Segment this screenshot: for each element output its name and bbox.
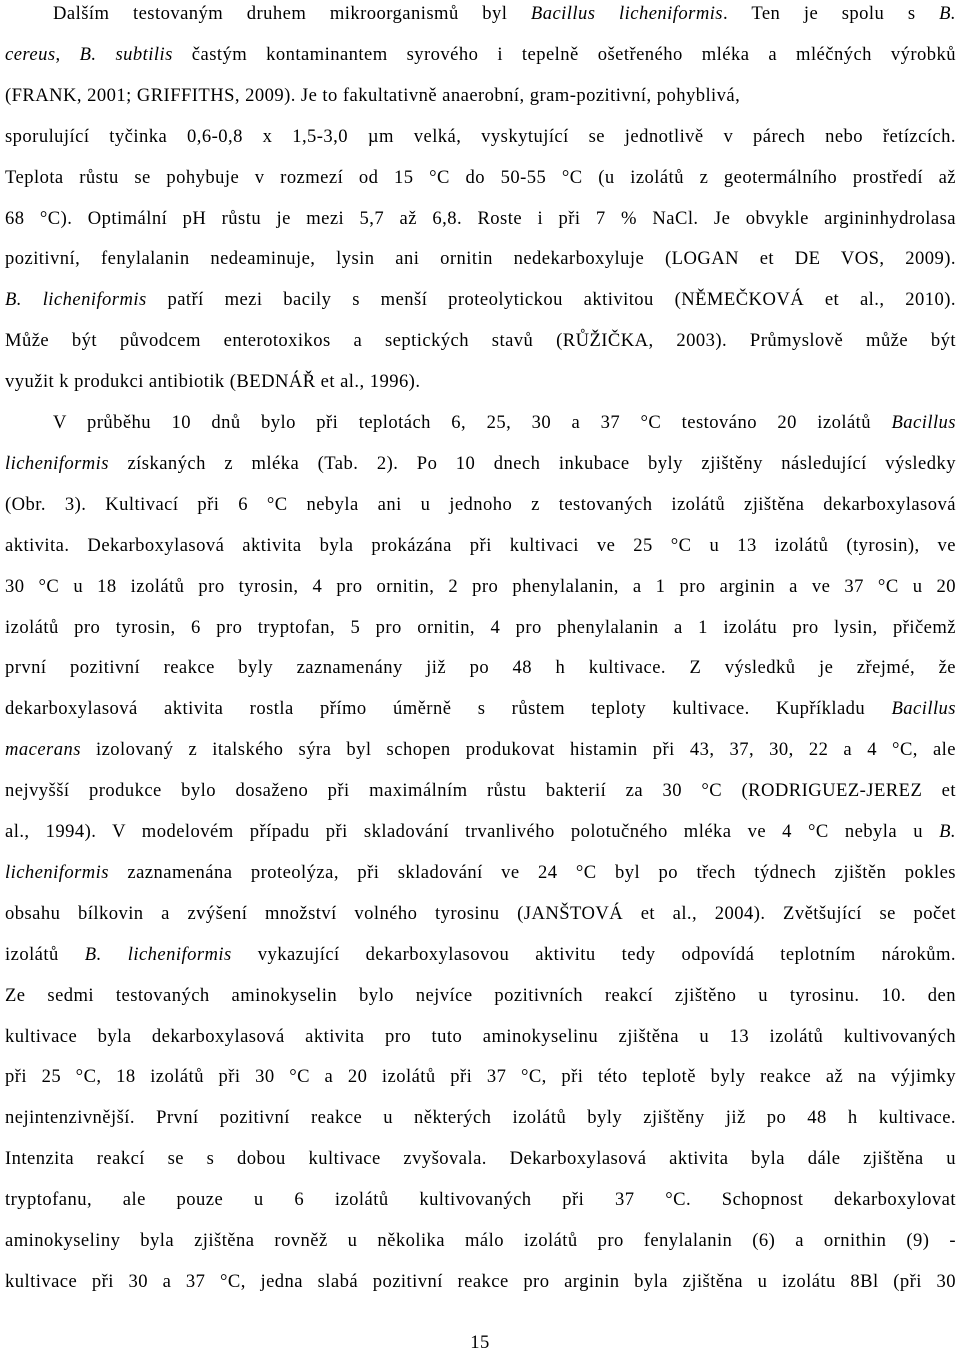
text-segment: tryptofanu, ale pouze u 6 izolátů kultivovaných při 37 °C. Schopnost dekarboxylovat <box>5 1189 956 1211</box>
text-segment: nejintenzivnější. První pozitivní reakce u některých izolátů byly zjištěny již po 48 h kultivace. <box>5 1107 956 1129</box>
text-line <box>5 860 956 886</box>
text-segment: Teplota růstu se pohybuje v rozmezí od 15 °C do 50-55 °C (u izolátů z geotermálního prostředí až <box>5 166 956 188</box>
italic-text: B. subtilis <box>79 43 173 65</box>
text-segment: al., 1994). V modelovém případu při skladování trvanlivého polotučného mléka ve 4 °C nebyla u <box>5 821 940 842</box>
text-line <box>5 1187 956 1213</box>
italic-text: licheniformis <box>5 861 109 883</box>
text-segment: Ze sedmi testovaných aminokyselin bylo nejvíce pozitivních reakcí zjištěno u tyrosinu. 10. den <box>5 984 956 1006</box>
text-segment: vykazující dekarboxylasovou aktivitu tedy odpovídá teplotním nárokům. <box>231 943 956 965</box>
text-line <box>5 124 956 150</box>
text-line <box>5 328 956 354</box>
text-segment: Může být původcem enterotoxikos a septických stavů (RŮŽIČKA, 2003). Průmyslově může být <box>5 330 956 352</box>
text-line <box>5 165 956 191</box>
text-line <box>5 942 956 968</box>
text-line <box>5 574 956 600</box>
text-line <box>5 983 956 1009</box>
text-segment: Intenzita reakcí se s dobou kultivace zvyšovala. Dekarboxylasová aktivita byla dále zjištěna u <box>5 1148 956 1170</box>
text-line <box>5 696 956 722</box>
text-segment: zaznamenána proteolýza, při skladování ve 24 °C byl po třech týdnech zjištěn pokles <box>108 861 956 883</box>
text-segment: patří mezi bacily s menší proteolytickou aktivitou (NĚMEČKOVÁ et al., 2010). <box>146 289 956 311</box>
text-line <box>5 1269 956 1295</box>
text-line <box>53 1 956 27</box>
text-segment: nejvyšší produkce bylo dosaženo při maximálním růstu bakterií za 30 °C (RODRIGUEZ-JEREZ et <box>5 780 956 802</box>
italic-text: B. <box>939 3 956 24</box>
italic-text: B. licheniformis <box>84 943 232 965</box>
text-segment: 68 °C). Optimální pH růstu je mezi 5,7 až 6,8. Roste i při 7 % NaCl. Je obvykle argininhydrolasa <box>5 207 956 229</box>
text-segment: Dalším testovaným druhem mikroorganismů byl <box>53 3 531 24</box>
text-line <box>53 410 956 436</box>
text-line <box>5 369 956 395</box>
text-line <box>5 42 956 68</box>
text-segment: při 25 °C, 18 izolátů při 30 °C a 20 izolátů při 37 °C, při této teplotě byly reakce až na výjimky <box>5 1066 956 1088</box>
text-segment: izolátů <box>5 943 85 965</box>
text-line <box>5 901 956 927</box>
text-segment: sporulující tyčinka 0,6-0,8 x 1,5-3,0 µm velká, vyskytující se jednotlivě v párech nebo řetízcích. <box>5 125 956 147</box>
text-line <box>5 737 956 763</box>
text-segment: častým kontaminantem syrového i tepelně ošetřeného mléka a mléčných výrobků <box>172 43 956 65</box>
text-line <box>5 1228 956 1254</box>
text-line <box>5 206 956 232</box>
text-segment: (FRANK, 2001; GRIFFITHS, 2009). Je to fakultativně anaerobní, gram-pozitivní, pohyblivá, <box>5 84 741 106</box>
text-segment: dekarboxylasová aktivita rostla přímo úměrně s růstem teploty kultivace. Kupříkladu <box>5 698 892 720</box>
text-segment: 30 °C u 18 izolátů pro tyrosin, 4 pro ornitin, 2 pro phenylalanin, a 1 pro arginin a ve 37 °C u 20 <box>5 575 956 597</box>
text-segment: . Ten je spolu s <box>723 3 940 24</box>
text-segment: pozitivní, fenylalanin nedeaminuje, lysin ani ornitin nedekarboxyluje (LOGAN et DE VOS, 2009). <box>5 248 956 270</box>
text-line <box>5 615 956 641</box>
text-segment: využit k produkci antibiotik (BEDNÁŘ et al., 1996). <box>5 371 421 393</box>
text-line <box>5 492 956 518</box>
italic-text: Bacillus <box>891 412 956 433</box>
italic-text: licheniformis <box>5 452 109 474</box>
italic-text: macerans <box>5 739 81 761</box>
text-line <box>5 819 956 845</box>
text-line <box>5 1146 956 1172</box>
text-segment: aminokyseliny byla zjištěna rovněž u několika málo izolátů pro fenylalanin (6) a ornithin (9) - <box>5 1230 956 1251</box>
text-segment: (Obr. 3). Kultivací při 6 °C nebyla ani u jednoho z testovaných izolátů zjištěna dekarboxylasová <box>5 493 956 515</box>
text-line <box>5 1024 956 1050</box>
text-segment: obsahu bílkovin a zvýšení množství volného tyrosinu (JANŠTOVÁ et al., 2004). Zvětšující se počet <box>5 902 956 924</box>
text-line <box>5 246 956 272</box>
text-line <box>5 1064 956 1090</box>
italic-text: cereus <box>5 43 56 65</box>
italic-text: B. licheniformis <box>5 289 147 311</box>
text-segment: izolovaný z italského sýra byl schopen produkovat histamin při 43, 37, 30, 22 a 4 °C, ale <box>80 739 956 761</box>
page-number: 15 <box>470 1332 490 1353</box>
text-line <box>5 655 956 681</box>
text-line <box>5 83 956 109</box>
text-segment: V průběhu 10 dnů bylo při teplotách 6, 25, 30 a 37 °C testováno 20 izolátů <box>53 412 892 433</box>
text-segment: aktivita. Dekarboxylasová aktivita byla prokázána při kultivaci ve 25 °C u 13 izolátů (tyrosin), ve <box>5 534 956 556</box>
text-segment: izolátů pro tyrosin, 6 pro tryptofan, 5 pro ornitin, 4 pro phenylalanin a 1 izolátu pro lysin, přičemž <box>5 616 956 638</box>
text-line <box>5 451 956 477</box>
italic-text: Bacillus licheniformis <box>530 3 723 24</box>
text-line <box>5 533 956 559</box>
text-line <box>5 287 956 313</box>
text-segment: získaných z mléka (Tab. 2). Po 10 dnech inkubace byly zjištěny následující výsledky <box>108 452 956 474</box>
italic-text: B. <box>939 821 956 842</box>
text-segment: kultivace byla dekarboxylasová aktivita pro tuto aminokyselinu zjištěna u 13 izolátů kultivovaných <box>5 1025 956 1047</box>
text-line <box>5 1105 956 1131</box>
text-segment: kultivace při 30 a 37 °C, jedna slabá pozitivní reakce pro arginin byla zjištěna u izolátu 8Bl (při 30 <box>5 1270 956 1292</box>
text-line <box>5 778 956 804</box>
text-segment: první pozitivní reakce byly zaznamenány již po 48 h kultivace. Z výsledků je zřejmé, že <box>5 657 956 679</box>
text-segment: , <box>55 43 80 65</box>
italic-text: Bacillus <box>891 698 956 720</box>
